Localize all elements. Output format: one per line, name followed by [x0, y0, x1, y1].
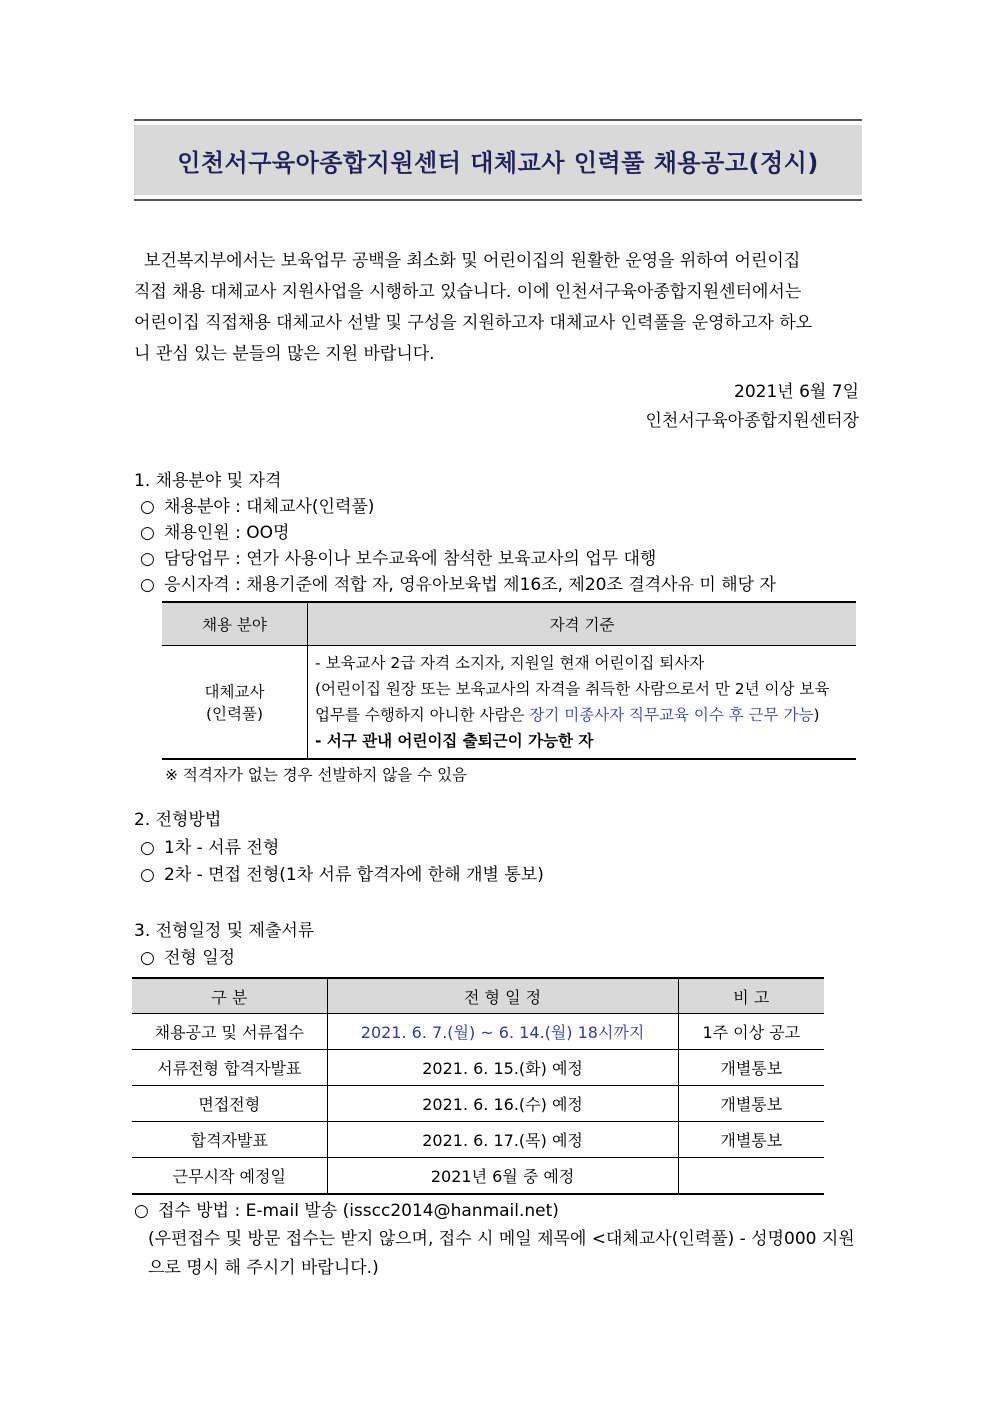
column-header: 자격 기준 — [308, 602, 857, 646]
table-row: 합격자발표 2021. 6. 17.(목) 예정 개별통보 — [132, 1122, 824, 1158]
bullet-circle-icon: ○ — [140, 865, 155, 885]
submission-note: (우편접수 및 방문 접수는 받지 않으며, 접수 시 메일 제목에 <대체교사(인력풀) - 성명000 지원으로 명시 해 주시기 바랍니다.) — [148, 1229, 855, 1278]
table-header-row — [162, 602, 856, 646]
submission-method: ○ 접수 방법 : E-mail 발송 (isscc2014@hanmail.net) — [134, 1197, 559, 1225]
section1-item: ○ 채용인원 : OO명 — [140, 520, 289, 546]
title-box — [134, 125, 862, 195]
intro-line: 보건복지부에서는 보육업무 공백을 최소화 및 어린이집의 원활한 운영을 위하여 어린이집 — [144, 251, 801, 271]
section1-item: ○ 채용분야 : 대체교사(인력풀) — [140, 494, 374, 520]
schedule-table — [132, 977, 824, 1195]
table-row: 서류전형 합격자발표 2021. 6. 15.(화) 예정 개별통보 — [132, 1050, 824, 1086]
title-banner — [134, 119, 862, 202]
table-note: ※ 적격자가 없는 경우 선발하지 않을 수 있음 — [165, 766, 468, 784]
announcement-date: 2021년 6월 7일 — [734, 382, 859, 402]
section1-item: ○ 담당업무 : 연가 사용이나 보수교육에 참석한 보육교사의 업무 대행 — [140, 546, 656, 572]
bullet-circle-icon: ○ — [140, 948, 155, 968]
title-rule-top — [134, 119, 862, 121]
table-row: 근무시작 예정일 2021년 6월 중 예정 — [132, 1158, 824, 1195]
section3-sub: ○ 전형 일정 — [140, 945, 235, 971]
column-header: 구 분 — [132, 978, 327, 1014]
date-block — [646, 378, 860, 436]
highlight-text: 장기 미종사자 직무교육 이수 후 근무 가능 — [529, 706, 814, 724]
criteria-cell: - 보육교사 2급 자격 소지자, 지원일 현재 어린이집 퇴사자 (어린이집 원장 또는 보육교사의 자격을 취득한 사람으로서 만 2년 이상 보육 업무를 수행하지 아니한 사람은 장기 미종사자 직무교육 이수 후 근무 가능) - 서구 관내 어린이집 출퇴근이 가능한 자 — [308, 646, 857, 760]
bullet-circle-icon: ○ — [140, 497, 155, 517]
page-title: 인천서구육아종합지원센터 대체교사 인력풀 채용공고(정시) — [177, 148, 819, 177]
intro-line: 니 관심 있는 분들의 많은 지원 바랍니다. — [134, 344, 435, 364]
column-header: 전 형 일 정 — [327, 978, 678, 1014]
section2-heading: 2. 전형방법 — [134, 810, 222, 830]
table-row: 면접전형 2021. 6. 16.(수) 예정 개별통보 — [132, 1086, 824, 1122]
bullet-circle-icon: ○ — [140, 523, 155, 543]
field-cell: 대체교사 (인력풀) — [162, 646, 308, 760]
intro-line: 어린이집 직접채용 대체교사 선발 및 구성을 지원하고자 대체교사 인력풀을 운영하고자 하오 — [134, 313, 813, 333]
bullet-circle-icon: ○ — [140, 838, 155, 858]
section2-item: ○ 2차 - 면접 전형(1차 서류 합격자에 한해 개별 통보) — [140, 862, 544, 888]
section1-item: ○ 응시자격 : 채용기준에 적합 자, 영유아보육법 제16조, 제20조 결격사유 미 해당 자 — [140, 572, 776, 598]
title-rule-bottom — [134, 199, 862, 201]
section1-heading: 1. 채용분야 및 자격 — [134, 471, 282, 491]
column-header: 비 고 — [678, 978, 824, 1014]
section3-heading: 3. 전형일정 및 제출서류 — [134, 921, 315, 941]
intro-paragraph — [134, 246, 860, 370]
intro-line: 직접 채용 대체교사 지원사업을 시행하고 있습니다. 이에 인천서구육아종합지원센터에서는 — [134, 282, 802, 302]
table-header-row — [132, 978, 824, 1014]
column-header: 채용 분야 — [162, 602, 308, 646]
bullet-circle-icon: ○ — [134, 1201, 149, 1221]
section2-item: ○ 1차 - 서류 전형 — [140, 835, 279, 861]
bullet-circle-icon: ○ — [140, 549, 155, 569]
issuer: 인천서구육아종합지원센터장 — [645, 411, 859, 431]
table-row: 채용공고 및 서류접수 2021. 6. 7.(월) ~ 6. 14.(월) 18시까지 1주 이상 공고 — [132, 1014, 824, 1050]
qualification-table — [162, 601, 856, 760]
bullet-circle-icon: ○ — [140, 575, 155, 595]
table-row — [162, 646, 856, 760]
